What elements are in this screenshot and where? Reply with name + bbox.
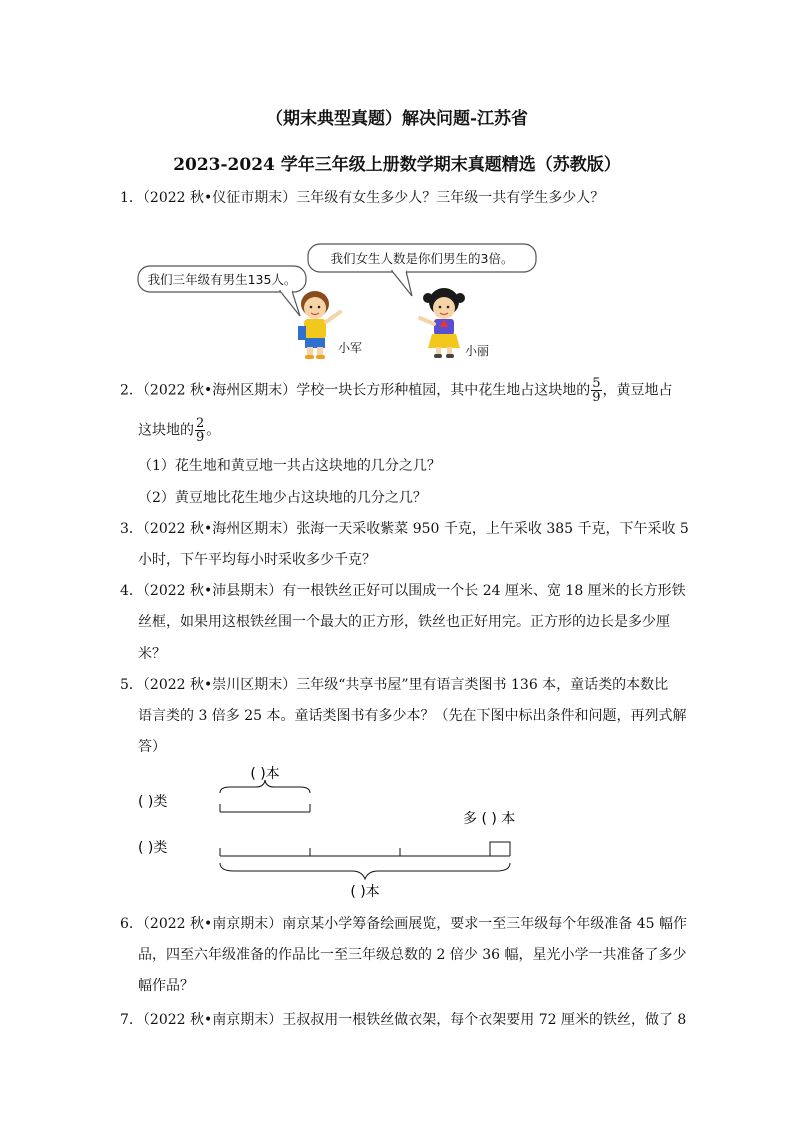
q2-line-1-text: 2．（2022 秋•海州区期末）学校一块长方形种植园，其中花生地占这块地的 — [120, 382, 591, 399]
boy-figure — [298, 291, 340, 359]
more-label: 多 ( ) 本 — [463, 811, 516, 827]
frac-denominator: 9 — [196, 430, 205, 445]
q4-line-3: 米？ — [138, 646, 166, 662]
girl-name: 小丽 — [465, 344, 490, 358]
bottom-brace — [220, 863, 510, 879]
bubble-girl-text: 我们女生人数是你们男生的3倍。 — [330, 251, 514, 266]
bubble-boy-text: 我们三年级有男生135人。 — [147, 272, 297, 287]
q5-line-diagram — [130, 760, 570, 910]
q6-line-1: 6．（2022 秋•南京期末）南京某小学筹备绘画展览，要求一至三年级每个年级准备 45 幅作 — [120, 916, 687, 932]
q7-line-1: 7．（2022 秋•南京期末）王叔叔用一根铁丝做衣架，每个衣架要用 72 厘米的铁丝，做了 8 — [120, 1012, 687, 1028]
extra-bracket — [490, 842, 510, 848]
q2-line-2-tail: 。 — [206, 422, 221, 439]
q5-line-3: 答） — [138, 739, 166, 755]
q2-sub-2: （2）黄豆地比花生地少占这块地的几分之几？ — [138, 490, 427, 506]
q2-line-1-tail: ，黄豆地占 — [602, 382, 673, 399]
q1-illustration — [130, 240, 560, 370]
bottom-brace-label: ( )本 — [350, 884, 380, 900]
q4-line-2: 丝框，如果用这根铁丝围一个最大的正方形，铁丝也正好用完。正方形的边长是多少厘 — [138, 614, 670, 630]
q2-line-2 — [138, 417, 220, 444]
q2-line-2-text: 这块地的 — [138, 422, 194, 439]
top-brace-label: ( )本 — [250, 766, 280, 782]
q2-fraction-peanut — [591, 377, 601, 404]
q2-fraction-soybean — [195, 417, 205, 444]
q2-sub-1: （1）花生地和黄豆地一共占这块地的几分之几？ — [138, 458, 441, 474]
q3-line-2: 小时，下午平均每小时采收多少千克？ — [138, 552, 376, 568]
frac-denominator: 9 — [592, 390, 601, 405]
q5-line-1: 5．（2022 秋•崇川区期末）三年级“共享书屋”里有语言类图书 136 本，童话类的本数比 — [120, 677, 669, 693]
q6-line-3: 幅作品？ — [138, 978, 194, 994]
q6-line-2: 品，四至六年级准备的作品比一至三年级总数的 2 倍少 36 幅，星光小学一共准备了多少 — [138, 947, 687, 963]
row2-label: ( )类 — [138, 840, 168, 856]
row1-label: ( )类 — [138, 794, 168, 810]
boy-name: 小军 — [338, 341, 363, 355]
girl-figure — [420, 288, 465, 358]
title-line-2: 2023-2024 学年三年级上册数学期末真题精选（苏教版） — [173, 155, 621, 175]
speech-bubble-girl — [308, 244, 536, 296]
speech-bubble-boy — [138, 266, 306, 316]
q2-line-1 — [120, 377, 673, 404]
q5-line-2: 语言类的 3 倍多 25 本。童话类图书有多少本？（先在下图中标出条件和问题，再列式解 — [138, 708, 687, 724]
q4-line-1: 4．（2022 秋•沛县期末）有一根铁丝正好可以围成一个长 24 厘米、宽 18 厘米的长方形铁 — [120, 583, 686, 599]
frac-numerator: 5 — [592, 376, 601, 391]
q1-text: 1．（2022 秋•仪征市期末）三年级有女生多少人？三年级一共有学生多少人？ — [120, 190, 605, 206]
frac-numerator: 2 — [196, 416, 205, 431]
title-line-1: （期末典型真题）解决问题-江苏省 — [265, 109, 529, 129]
q3-line-1: 3．（2022 秋•海州区期末）张海一天采收紫菜 950 千克，上午采收 385 千克，下午采收 5 — [120, 521, 689, 537]
